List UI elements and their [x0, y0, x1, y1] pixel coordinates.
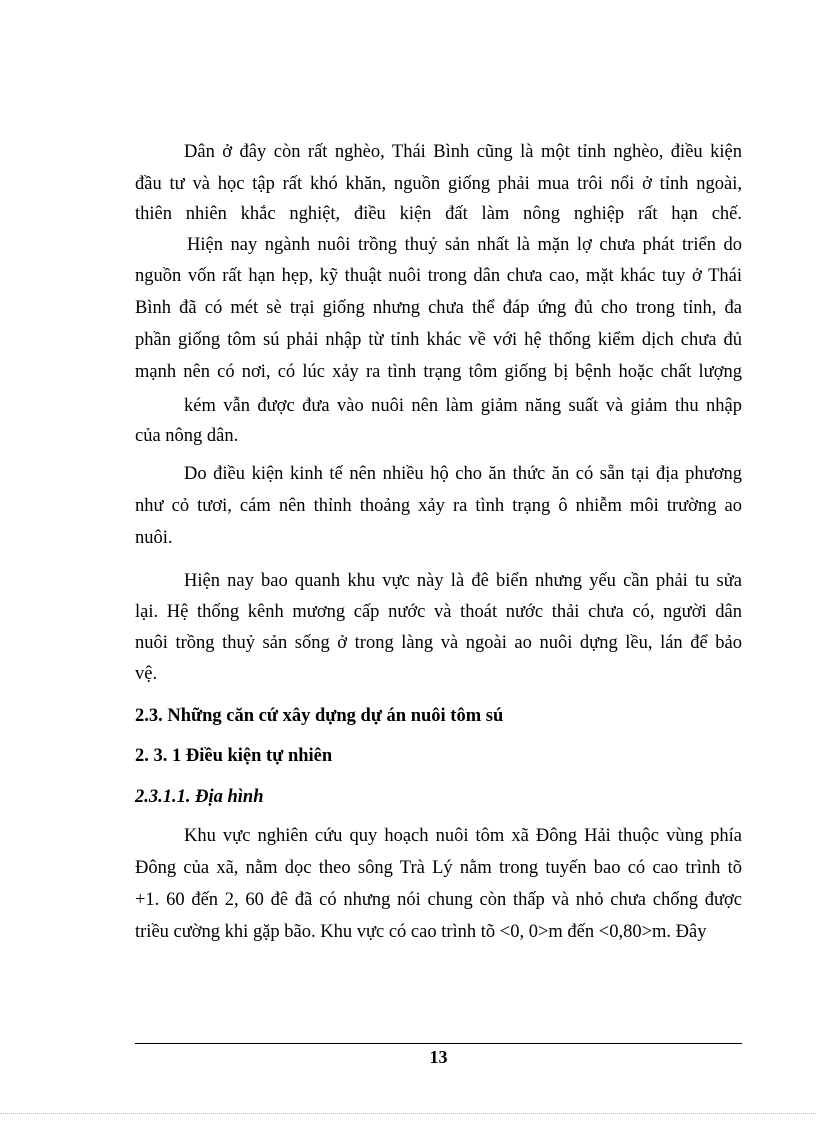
page-number: 13: [429, 1047, 448, 1067]
text-line: triều cường khi gặp bão. Khu vực có cao trình tõ <0, 0>m đến <0,80>m. Đây: [135, 922, 707, 942]
text-line: Bình đã có mét sè trại giống nhưng chưa thể đáp ứng đủ cho trong tỉnh, đa: [135, 298, 742, 318]
text-line: +1. 60 đến 2, 60 đê đã có nhưng nói chung còn thấp và nhỏ chưa chống được: [135, 890, 742, 910]
text-line: mạnh nên có nơi, có lúc xảy ra tình trạng tôm giống bị bệnh hoặc chất lượng: [135, 362, 742, 382]
text-line: như cỏ tươi, cám nên thỉnh thoảng xảy ra tình trạng ô nhiễm môi trường ao: [135, 496, 742, 516]
text-line: nuôi trồng thuỷ sản sống ở trong làng và ngoài ao nuôi dựng lều, lán để bảo: [135, 633, 742, 653]
text-line: Hiện nay ngành nuôi trồng thuỷ sản nhất là mặn lợ chưa phát triển do: [187, 235, 742, 255]
text-line: nuôi.: [135, 528, 173, 548]
text-line: Dân ở đây còn rất nghèo, Thái Bình cũng là một tỉnh nghèo, điều kiện: [184, 142, 742, 162]
footer-rule: [135, 1043, 742, 1044]
text-line: Đông của xã, nằm dọc theo sông Trà Lý nằm trong tuyến bao có cao trình tõ: [135, 858, 742, 878]
text-line: kém vẫn được đưa vào nuôi nên làm giảm năng suất và giảm thu nhập: [184, 396, 742, 416]
text-line: Hiện nay bao quanh khu vực này là đê biển nhưng yếu cần phải tu sửa: [184, 571, 742, 591]
text-line: nguồn vốn rất hạn hẹp, kỹ thuật nuôi trong dân chưa cao, mặt khác tuy ở Thái: [135, 266, 742, 286]
page-boundary: [0, 1113, 816, 1114]
text-line: phần giống tôm sú phải nhập từ tỉnh khác về với hệ thống kiểm dịch chưa đủ: [135, 330, 742, 350]
text-line: đầu tư và học tập rất khó khăn, nguồn giống phải mua trôi nổi ở tỉnh ngoài,: [135, 174, 742, 194]
text-line: của nông dân.: [135, 426, 239, 446]
section-heading: 2.3. Những căn cứ xây dựng dự án nuôi tôm sú: [135, 706, 504, 726]
text-line: vệ.: [135, 664, 158, 684]
text-line: Do điều kiện kinh tế nên nhiều hộ cho ăn thức ăn có sẵn tại địa phương: [184, 464, 742, 484]
text-line: Khu vực nghiên cứu quy hoạch nuôi tôm xã Đông Hải thuộc vùng phía: [184, 826, 742, 846]
subsection-heading: 2. 3. 1 Điều kiện tự nhiên: [135, 746, 333, 766]
text-line: thiên nhiên khắc nghiệt, điều kiện đất làm nông nghiệp rất hạn chế.: [135, 204, 742, 224]
subsubsection-heading: 2.3.1.1. Địa hình: [135, 787, 264, 807]
text-line: lại. Hệ thống kênh mương cấp nước và thoát nước thải chưa có, người dân: [135, 602, 742, 622]
